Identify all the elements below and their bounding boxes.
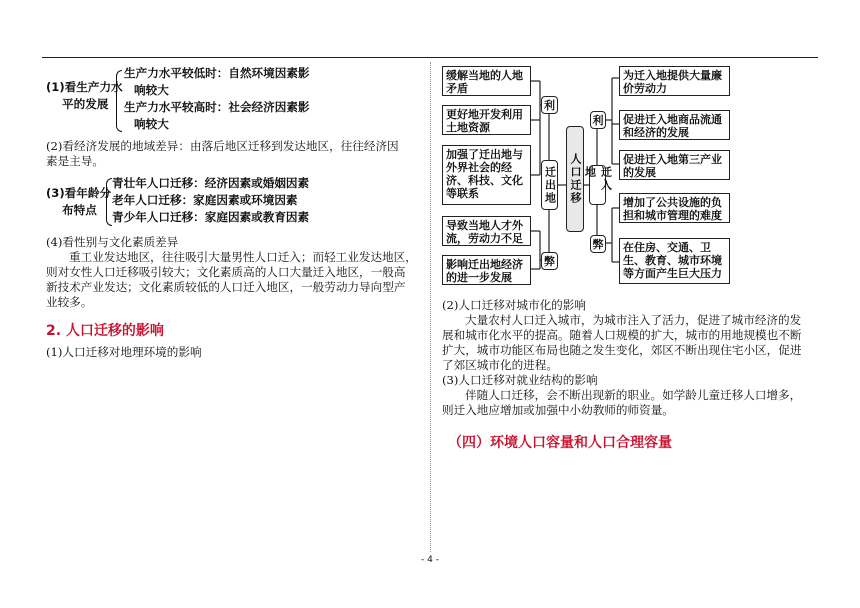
in-benefit-label: 利	[590, 111, 606, 129]
in-area-label: 迁入地	[589, 165, 606, 205]
factor-1-item2: 生产力水平较高时：社会经济因素影	[124, 100, 310, 114]
factor-2-line1: (2)看经济发展的地域差异：由落后地区迁移到发达地区，往往经济因	[46, 139, 399, 153]
subsection-3-heading: (3)人口迁移对就业结构的影响	[442, 373, 598, 387]
factor-1-item2-cont: 响较大	[134, 117, 169, 131]
out-benefit-label: 利	[541, 96, 558, 114]
subsection-2-heading: (2)人口迁移对城市化的影响	[442, 298, 586, 312]
factor-3-item3: 青少年人口迁移：家庭因素或教育因素	[112, 210, 310, 224]
subsection-3-line1: 伴随人口迁移，会不断出现新的职业。如学龄儿童迁移人口增多，	[465, 388, 802, 402]
subsection-1-heading: (1)人口迁移对地理环境的影响	[46, 345, 202, 359]
out-drawback-label: 弊	[541, 252, 558, 270]
center-migration-box: 人口迁移	[566, 126, 584, 232]
out-drawback-box-1: 导致当地人才外流，劳动力不足	[442, 216, 531, 246]
out-drawback-box-2: 影响迁出地经济的进一步发展	[442, 255, 531, 285]
factor-3-label-line2: 布特点	[62, 203, 97, 217]
in-benefit-box-2: 促进迁入地商品流通和经济的发展	[619, 110, 730, 140]
factor-3-item1: 青壮年人口迁移：经济因素或婚姻因素	[112, 176, 310, 190]
in-benefit-box-3: 促进迁入地第三产业的发展	[619, 150, 730, 180]
factor-3-label-line1: (3)看年龄分	[46, 186, 112, 200]
out-benefit-box-1: 缓解当地的人地矛盾	[442, 66, 531, 96]
in-drawback-label: 弊	[590, 235, 606, 253]
factor-3-item2: 老年人口迁移：家庭因素或环境因素	[112, 193, 298, 207]
factor-4-line1: 重工业发达地区，往往吸引大量男性人口迁入；而轻工业发达地区，	[69, 250, 417, 264]
subsection-2-line2: 展和城市化水平的提高。随着人口规模的扩大，城市的用地规模也不断	[442, 328, 802, 342]
subsection-3-line2: 则迁入地应增加或加强中小幼教师的师资量。	[442, 403, 674, 417]
factor-1-label-line2: 平的发展	[62, 97, 109, 111]
out-area-label: 迁出地	[541, 160, 558, 210]
factor-4-line2: 则对女性人口迁移吸引较大；文化素质高的人口大量迁入地区，一般高	[46, 265, 406, 279]
factor-4-line4: 业较多。	[46, 295, 93, 309]
section-2-heading: 2. 人口迁移的影响	[46, 323, 164, 339]
in-benefit-box-1: 为迁入地提供大量廉价劳动力	[619, 66, 730, 96]
subsection-2-line4: 了郊区城市化的进程。	[442, 358, 558, 372]
factor-1-label-line1: (1)看生产力水	[46, 80, 123, 94]
out-benefit-box-3: 加强了迁出地与外界社会的经济、科技、文化等联系	[442, 145, 531, 205]
out-benefit-box-2: 更好地开发利用土地资源	[442, 105, 531, 135]
factor-2-line2: 素是主导。	[46, 154, 104, 168]
factor-1-item1: 生产力水平较低时：自然环境因素影	[124, 66, 310, 80]
in-drawback-box-1: 增加了公共设施的负担和城市管理的难度	[619, 193, 730, 223]
factor-4-line3: 新技术产业发达；文化素质较低的人口迁入地区，一般劳动力导向型产	[46, 280, 406, 294]
page-number: - 4 -	[421, 555, 439, 565]
factor-4-title: (4)看性别与文化素质差异	[46, 235, 179, 249]
subsection-2-line1: 大量农村人口迁入城市，为城市注入了活力，促进了城市经济的发	[465, 313, 802, 327]
factor-1-item1-cont: 响较大	[134, 83, 169, 97]
section-4-heading: （四）环境人口容量和人口合理容量	[448, 435, 672, 451]
subsection-2-line3: 扩大，城市功能区布局也随之发生变化，郊区不断出现住宅小区，促进	[442, 343, 802, 357]
subsection-2-block	[442, 298, 822, 418]
in-drawback-box-2: 在住房、交通、卫生、教育、城市环境等方面产生巨大压力	[619, 238, 730, 284]
